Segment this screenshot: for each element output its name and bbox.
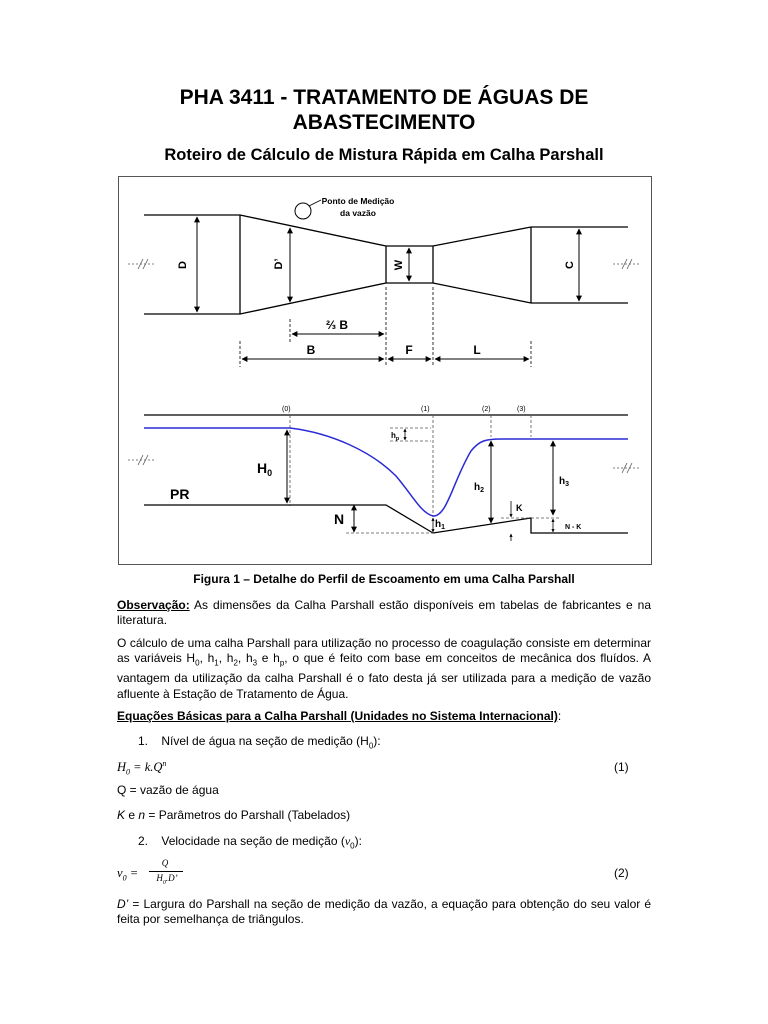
parshall-diagram	[119, 177, 651, 564]
water-surface	[144, 428, 628, 516]
label-N: N	[334, 511, 345, 527]
equation-1: $H_0 = k.Q^n$	[117, 759, 167, 777]
plan-top-edge	[144, 215, 628, 246]
observation-text: As dimensões da Calha Parshall estão disponíveis em tabelas de fabricantes e na literatura.	[117, 598, 651, 628]
equation-2-denominator: $H_0.D$’	[156, 873, 178, 886]
section-2: (2)	[482, 406, 491, 413]
def-Dprime: D’ = Largura do Parshall na seção de medição da vazão, a equação para obtenção do seu valor é feita por semelhança de triângulos.	[117, 897, 651, 927]
label-B: B	[306, 343, 316, 357]
section-1: (1)	[421, 406, 430, 413]
channel-floor	[144, 505, 628, 533]
equations-heading: Equações Básicas para a Calha Parshall (Unidades no Sistema Internacional):	[117, 709, 562, 723]
break-ticks-plan	[138, 259, 632, 269]
observation-label: Observação:	[117, 598, 190, 612]
section-0: (0)	[282, 406, 291, 413]
label-h1: $h_1$	[435, 519, 446, 531]
title-line2: ABASTECIMENTO	[292, 111, 476, 134]
measure-point-marker	[295, 203, 311, 219]
label-C: C	[564, 261, 576, 269]
measure-point-label-1: Ponto de Medição	[321, 196, 395, 206]
label-K: K	[516, 503, 523, 513]
label-h3: $h_3$	[559, 476, 570, 488]
observation-paragraph	[117, 598, 651, 629]
equation-2: $v_0$ =	[117, 866, 139, 883]
break-marks-profile	[128, 460, 641, 468]
def-Kn: K e n = Parâmetros do Parshall (Tabelados)	[117, 808, 351, 822]
label-W: W	[393, 259, 405, 271]
def-Q: Q = vazão de água	[117, 783, 219, 797]
parshall-figure	[118, 176, 652, 565]
label-L: L	[473, 343, 481, 357]
label-Dprime: D’	[273, 258, 285, 270]
subtitle: Roteiro de Cálculo de Mistura Rápida em Calha Parshall	[164, 146, 604, 164]
label-hp: $h_p$	[391, 431, 400, 442]
label-PR: PR	[170, 486, 190, 502]
section-3: (3)	[517, 406, 526, 413]
label-H0: $H_0$	[257, 460, 273, 478]
label-F: F	[405, 343, 413, 357]
plan-dimensions	[197, 217, 579, 312]
label-two-thirds-B: ⅔ B	[325, 318, 349, 332]
item-1: 1. Nível de água na seção de medição $(H_0)$:	[138, 734, 381, 751]
equation-2-numerator: Q	[161, 858, 169, 868]
intro-paragraph: O cálculo de uma calha Parshall para utilização no processo de coagulação consiste em determinar as variáveis $H_0$, $h_1$, $h_2$, $h_3$ e $h_p$, o que é feito com base em conceitos de mecânica dos fluídos. A vantagem da utilização da calha Parshall é o fato desta já ser utilizada para a medição de vazão afluente à Estação de Tratamento de Água.	[117, 636, 652, 701]
figure-caption: Figura 1 – Detalhe do Perfil de Escoamento em uma Calha Parshall	[193, 572, 575, 586]
equation-2-fraction-bar	[149, 871, 183, 872]
measure-point-label-2: da vazão	[340, 208, 376, 218]
equation-1-number: (1)	[614, 760, 629, 774]
title-line1: PHA 3411 - TRATAMENTO DE ÁGUAS DE	[179, 86, 589, 109]
label-h2: $h_2$	[474, 482, 485, 494]
equation-2-number: (2)	[614, 866, 629, 880]
item-2: 2. Velocidade na seção de medição $(v_0)$:	[138, 834, 362, 851]
label-D: D	[177, 261, 189, 269]
label-NK: N - K	[565, 524, 582, 531]
